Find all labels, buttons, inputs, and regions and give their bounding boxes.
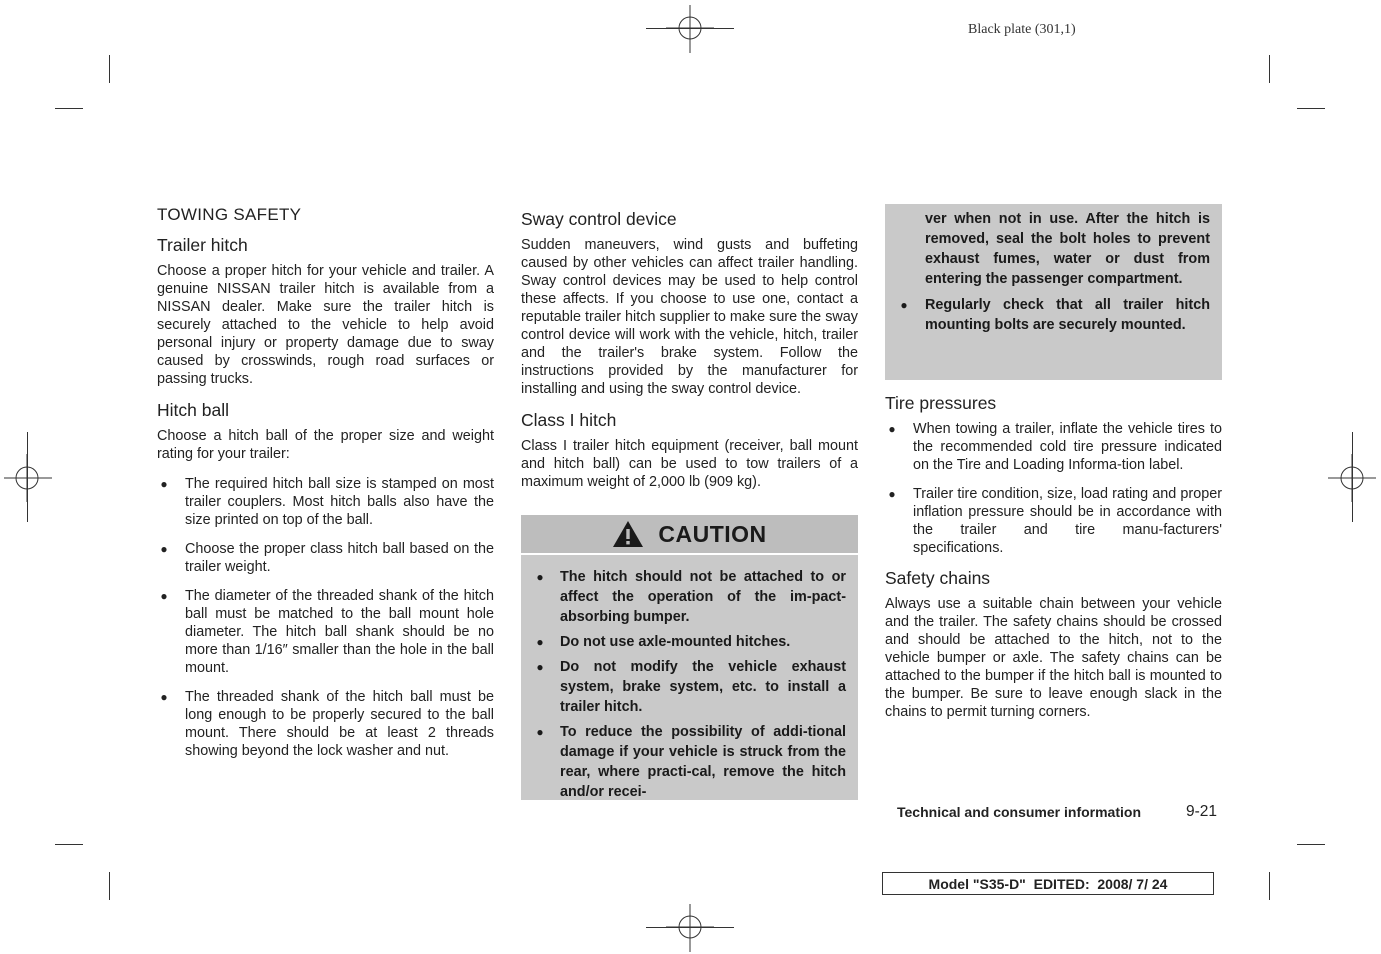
bullet-icon: ●: [536, 635, 544, 649]
footer-section-label: Technical and consumer information: [897, 804, 1142, 820]
list-item: [885, 420, 1222, 474]
chains-body: Always use a suitable chain between your vehicle and the trailer. The safety chains should be crossed and should be attached to the hitch, not to the vehicle bumper or axle. The safety chains can be attached to the bumper if the hitch ball is mounted to the bumper. Be sure to leave enough slack in the chains to permit turning corners.: [885, 596, 1222, 720]
column-middle: [521, 209, 858, 503]
list-item: [157, 475, 494, 529]
bullet-icon: ●: [160, 690, 168, 704]
bullet-icon: ●: [536, 570, 544, 584]
bullet-icon: ●: [900, 298, 908, 312]
caution-continued-box: [885, 204, 1222, 380]
crop-mark: [1297, 844, 1325, 845]
reg-extension: [646, 28, 734, 29]
bullet-icon: ●: [160, 589, 168, 603]
list-item: [897, 295, 1210, 335]
list-item: [533, 567, 846, 627]
registration-mark-left: [4, 454, 52, 502]
caution-continued-text: ver when not in use. After the hitch is removed, seal the bolt holes to prevent exhaust fumes, water or dust from entering the passenger compartment.: [925, 211, 1210, 287]
column-left: [157, 205, 494, 771]
bullet-icon: ●: [536, 660, 544, 674]
list-item: [157, 587, 494, 677]
list-item-text: When towing a trailer, inflate the vehicle tires to the recommended cold tire pressure indicated on the Tire and Loading Informa-tion label.: [913, 421, 1222, 473]
list-item-text: The threaded shank of the hitch ball must be long enough to be properly secured to the ball mount. There should be at least 2 threads showing beyond the lock washer and nut.: [185, 689, 494, 759]
trailer-hitch-body: Choose a proper hitch for your vehicle and trailer. A genuine NISSAN trailer hitch is available from a NISSAN dealer. Make sure the trailer hitch is securely attached to the vehicle to help avoid personal injury or property damage due to sway caused by crosswinds, rough road surfaces or passing trucks.: [157, 263, 494, 387]
reg-extension: [27, 432, 28, 522]
caution-list: [521, 555, 858, 802]
registration-mark-bottom: [666, 904, 714, 952]
class1-heading: Class I hitch: [521, 410, 617, 430]
bullet-icon: ●: [536, 725, 544, 739]
list-item-text: The hitch should not be attached to or affect the operation of the im-pact-absorbing bumper.: [560, 569, 846, 625]
tire-list: [885, 420, 1222, 557]
hitch-ball-body: Choose a hitch ball of the proper size and weight rating for your trailer:: [157, 428, 494, 462]
crop-mark: [1269, 55, 1270, 83]
reg-extension: [1352, 432, 1353, 522]
crop-mark: [55, 108, 83, 109]
warning-icon: [612, 520, 644, 548]
list-item-text: Choose the proper class hitch ball based on the trailer weight.: [185, 541, 494, 575]
list-item-text: Trailer tire condition, size, load rating and proper inflation pressure should be in accordance with the trailer and tire manu-facturers' specifications.: [913, 486, 1222, 556]
tire-heading: Tire pressures: [885, 393, 997, 413]
list-item-text: To reduce the possibility of addi-tional damage if your vehicle is struck from the rear, where practi-cal, remove the hitch and/or recei-: [560, 724, 846, 800]
caution-header: [521, 515, 858, 555]
crop-mark: [55, 844, 83, 845]
crop-mark: [109, 55, 110, 83]
chains-heading: Safety chains: [885, 568, 991, 588]
caution-continued-list: [885, 295, 1222, 335]
hitch-ball-heading: Hitch ball: [157, 400, 229, 420]
caution-label: CAUTION: [658, 520, 767, 547]
hitch-ball-list: [157, 475, 494, 760]
list-item: [157, 540, 494, 576]
sway-heading: Sway control device: [521, 209, 677, 229]
trailer-hitch-heading: Trailer hitch: [157, 235, 248, 255]
model-text: Model "S35-D" EDITED: 2008/ 7/ 24: [928, 875, 1168, 892]
crop-mark: [1297, 108, 1325, 109]
list-item: [533, 632, 846, 652]
plate-label: Black plate (301,1): [968, 22, 1076, 37]
list-item-text: Regularly check that all trailer hitch mounting bolts are securely mounted.: [925, 297, 1210, 333]
page-number: 9-21: [1186, 803, 1218, 820]
list-item: [885, 485, 1222, 557]
sway-body: Sudden maneuvers, wind gusts and buffeting caused by other vehicles can affect trailer handling. Sway control devices may be used to help control these affects. If you choose to use one, contact a reputable trailer hitch supplier to make sure the sway control device will work with the vehicle, hitch, trailer and the trailer's brake system. Follow the instructions provided by the manufacturer for installing and using the sway control device.: [521, 237, 858, 397]
list-item: [533, 657, 846, 717]
list-item-text: The diameter of the threaded shank of the hitch ball must be matched to the ball mount hole diameter. The hitch ball shank should be no more than 1/16″ smaller than the hole in the ball mount.: [185, 588, 494, 676]
column-right: [885, 393, 1222, 733]
caution-box: [521, 515, 858, 800]
list-item-text: Do not modify the vehicle exhaust system, brake system, etc. to install a trailer hitch.: [560, 659, 846, 715]
reg-extension: [646, 927, 734, 928]
bullet-icon: ●: [888, 422, 896, 436]
list-item: [157, 688, 494, 760]
class1-body: Class I trailer hitch equipment (receiver, ball mount and hitch ball) can be used to tow trailers of a maximum weight of 2,000 lb (909 kg).: [521, 438, 858, 490]
model-edited-stamp: [882, 872, 1214, 895]
list-item-text: The required hitch ball size is stamped on most trailer couplers. Most hitch balls also have the size printed on top of the ball.: [185, 476, 494, 528]
bullet-icon: ●: [160, 542, 168, 556]
list-item-text: Do not use axle-mounted hitches.: [560, 634, 791, 650]
crop-mark: [1269, 872, 1270, 900]
registration-mark-top: [666, 5, 714, 53]
list-item: [533, 722, 846, 802]
bullet-icon: ●: [888, 487, 896, 501]
bullet-icon: ●: [160, 477, 168, 491]
section-title: TOWING SAFETY: [157, 205, 302, 224]
crop-mark: [109, 872, 110, 900]
